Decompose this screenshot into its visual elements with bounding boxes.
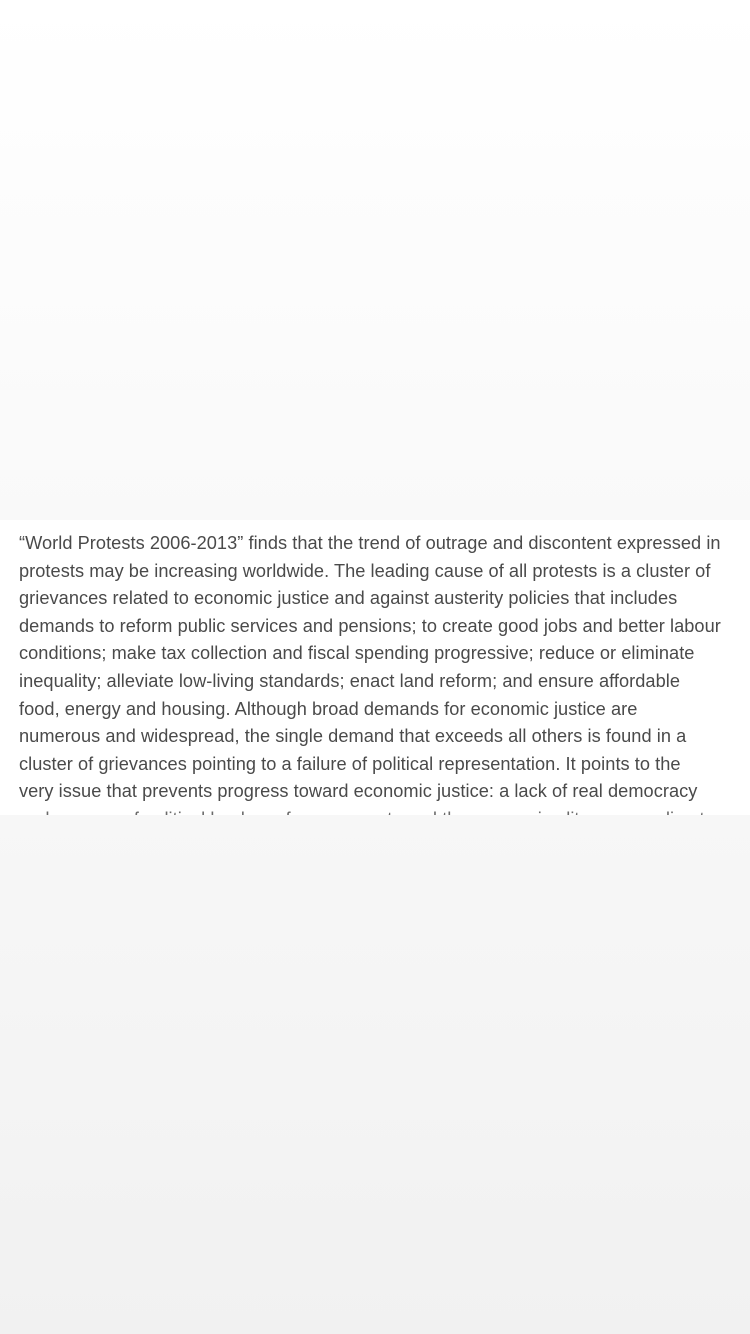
article-line: conditions; make tax collection and fiscal spending progressive; reduce or eliminate (19, 643, 695, 664)
article-line: inequality; alleviate low-living standards; enact land reform; and ensure affordable (19, 670, 681, 691)
article-line: food, energy and housing. Although broad demands for economic justice are (19, 698, 638, 719)
article-line: demands to reform public services and pensions; to create good jobs and better labour (19, 615, 721, 636)
empty-background-area (0, 815, 750, 1334)
article-line: protests may be increasing worldwide. The leading cause of all protests is a cluster of (19, 560, 711, 581)
article-line: cluster of grievances pointing to a failure of political representation. It points to the (19, 753, 681, 774)
article-line: numerous and widespread, the single demand that exceeds all others is found in a (19, 726, 687, 747)
article-text-block (0, 520, 750, 815)
article-paragraph (19, 530, 744, 834)
article-line: grievances related to economic justice and against austerity policies that includes (19, 588, 678, 609)
article-line: very issue that prevents progress toward economic justice: a lack of real democracy (19, 781, 698, 802)
article-line: “World Protests 2006-2013” finds that the trend of outrage and discontent expressed in (19, 533, 721, 553)
image-placeholder-area (0, 0, 750, 520)
